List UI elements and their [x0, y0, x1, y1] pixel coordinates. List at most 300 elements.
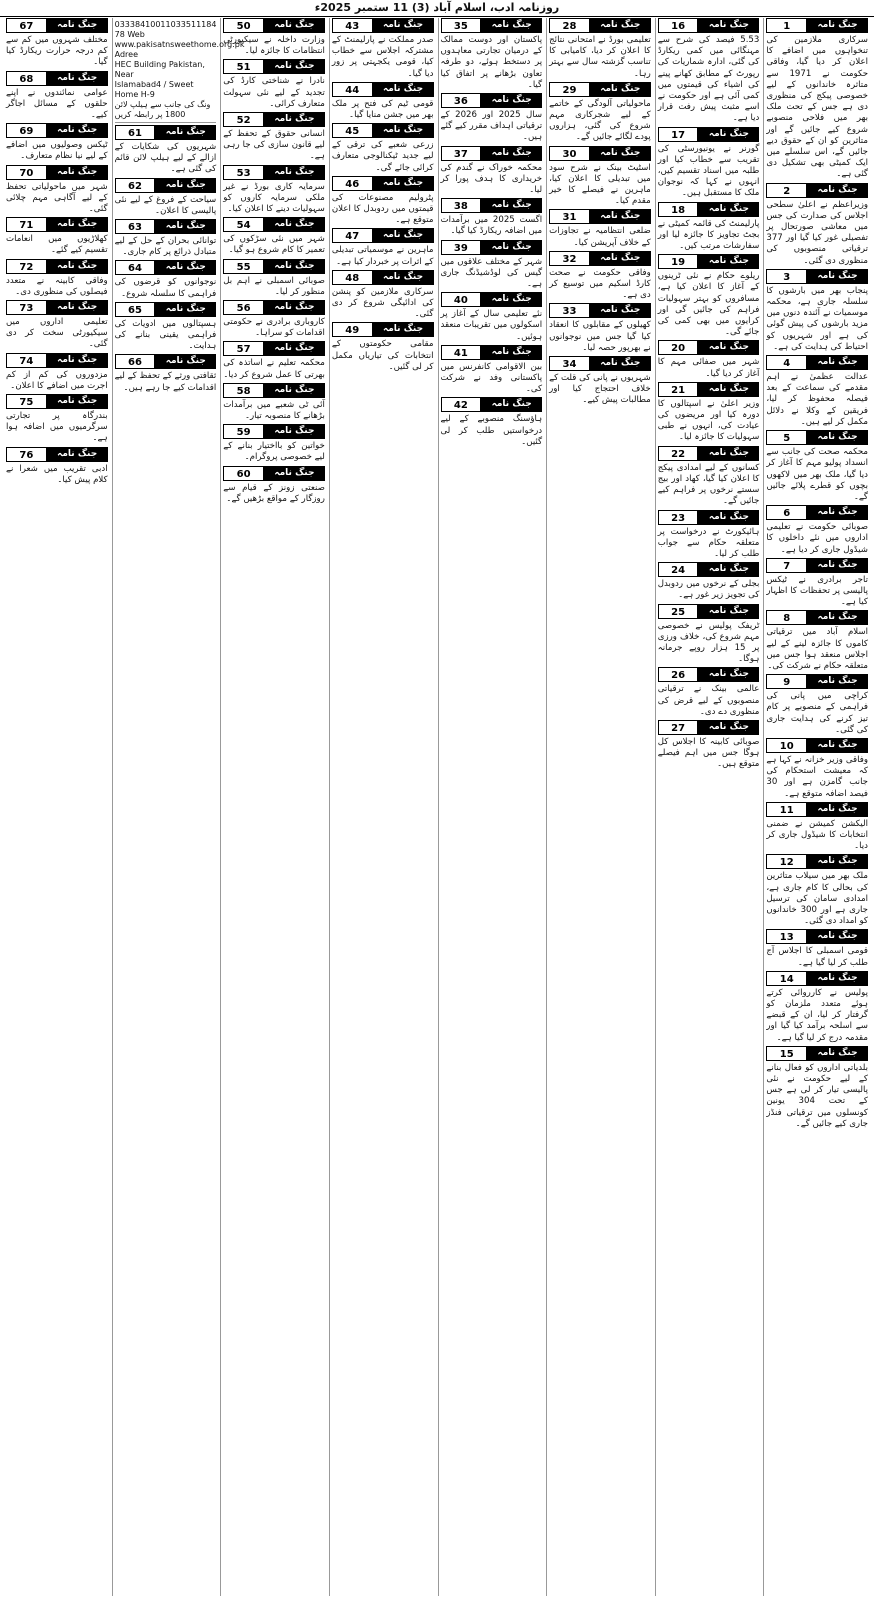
story-header	[115, 125, 217, 140]
story-text: ماحولیاتی آلودگی کے خاتمے کے لیے شجرکاری مہم شروع کی گئی، ہزاروں پودے لگائے جائیں گے۔	[549, 98, 651, 143]
news-story	[6, 123, 108, 162]
story-category-label: جنگ نامہ	[47, 18, 108, 33]
news-story	[766, 1046, 868, 1130]
news-story	[6, 300, 108, 351]
story-category-label: جنگ نامہ	[698, 254, 759, 269]
story-category-label: جنگ نامہ	[481, 146, 542, 161]
story-category-label: جنگ نامہ	[807, 18, 868, 33]
story-number: 49	[332, 322, 373, 337]
news-story	[6, 165, 108, 216]
story-category-label: جنگ نامہ	[47, 123, 108, 138]
news-story	[658, 127, 760, 200]
story-header	[658, 382, 760, 397]
story-number: 32	[549, 251, 590, 266]
story-text: کسانوں کے لیے امدادی پیکج کا اعلان کیا گیا، کھاد اور بیج سستے نرخوں پر فراہم کیے جائیں گے۔	[657, 462, 760, 507]
news-story	[441, 345, 543, 396]
story-header	[549, 356, 651, 371]
story-number: 38	[441, 198, 482, 213]
story-category-label: جنگ نامہ	[807, 854, 868, 869]
story-category-label: جنگ نامہ	[264, 466, 325, 481]
story-number: 43	[332, 18, 373, 33]
news-story	[766, 929, 868, 968]
story-number: 71	[6, 217, 47, 232]
story-category-label: جنگ نامہ	[373, 176, 434, 191]
story-number: 9	[766, 674, 807, 689]
story-header	[115, 302, 217, 317]
story-category-label: جنگ نامہ	[698, 604, 759, 619]
news-story	[441, 292, 543, 343]
story-text: وزارت داخلہ نے سیکیورٹی انتظامات کا جائزہ لیا۔	[223, 35, 325, 57]
story-text: صدر مملکت نے پارلیمنٹ کے مشترکہ اجلاس سے خطاب کیا، قومی یکجہتی پر زور دیا گیا۔	[331, 35, 434, 79]
story-text: نادرا نے شناختی کارڈ کی تجدید کے لیے نئی سہولت متعارف کرائی۔	[223, 76, 325, 109]
story-header	[332, 18, 434, 33]
story-category-label: جنگ نامہ	[47, 71, 108, 86]
news-story	[658, 720, 760, 771]
story-number: 46	[332, 176, 373, 191]
story-text: وفاقی حکومت نے صحت کارڈ اسکیم میں توسیع کر دی ہے۔	[549, 267, 651, 301]
story-header	[441, 146, 543, 161]
story-text: کاروباری برادری نے حکومتی اقدامات کو سراہا۔	[223, 317, 325, 339]
story-category-label: جنگ نامہ	[264, 112, 325, 127]
story-header	[6, 259, 108, 274]
story-text: سیاحت کے فروغ کے لیے نئی پالیسی کا اعلان۔	[114, 194, 217, 216]
story-header	[6, 165, 108, 180]
story-text: الیکشن کمیشن نے ضمنی انتخابات کا شیڈول جاری کر دیا۔	[766, 818, 868, 852]
news-story	[223, 165, 325, 216]
news-column	[546, 18, 653, 1596]
news-story	[115, 219, 217, 258]
story-text: ادبی تقریب میں شعرا نے کلام پیش کیا۔	[6, 463, 108, 485]
story-number: 35	[441, 18, 482, 33]
story-header	[766, 183, 868, 198]
story-category-label: جنگ نامہ	[481, 292, 542, 307]
news-story	[6, 353, 108, 392]
story-category-label: جنگ نامہ	[807, 674, 868, 689]
news-story	[332, 270, 434, 321]
story-number: 22	[658, 446, 699, 461]
story-header	[441, 240, 543, 255]
story-header	[223, 59, 325, 74]
story-text: اگست 2025 میں برآمدات میں اضافہ ریکارڈ کیا گیا۔	[440, 215, 543, 237]
story-number: 36	[441, 93, 482, 108]
story-header	[6, 300, 108, 315]
news-column	[220, 18, 327, 1596]
story-category-label: جنگ نامہ	[807, 558, 868, 573]
story-number: 70	[6, 165, 47, 180]
story-text: پاکستان اور دوست ممالک کے درمیان تجارتی معاہدوں پر دستخط ہوئے، دو طرفہ تعاون بڑھانے پر اتفاق کیا گیا۔	[440, 35, 543, 90]
news-story	[6, 259, 108, 298]
story-header	[658, 254, 760, 269]
story-number: 51	[223, 59, 264, 74]
story-header	[332, 228, 434, 243]
story-header	[549, 303, 651, 318]
story-number: 61	[115, 125, 156, 140]
story-number: 20	[658, 340, 699, 355]
story-number: 45	[332, 123, 373, 138]
story-number: 39	[441, 240, 482, 255]
story-text: ماہرین نے موسمیاتی تبدیلی کے اثرات پر خبردار کیا ہے۔	[331, 245, 434, 267]
story-number: 2	[766, 183, 807, 198]
story-category-label: جنگ نامہ	[698, 18, 759, 33]
story-number: 5	[766, 430, 807, 445]
story-header	[549, 146, 651, 161]
story-header	[658, 562, 760, 577]
news-story	[223, 341, 325, 380]
story-number: 28	[549, 18, 590, 33]
story-header	[332, 123, 434, 138]
story-text: وزیراعظم نے اعلیٰ سطحی اجلاس کی صدارت کی جس میں معاشی صورتحال پر تفصیلی غور کیا گیا اور 377 ترقیاتی منصوبوں کی منظوری دی گئی۔	[766, 199, 868, 266]
story-number: 12	[766, 854, 807, 869]
story-number: 72	[6, 259, 47, 274]
story-text: تعلیمی اداروں میں سیکیورٹی سخت کر دی گئی۔	[6, 317, 108, 350]
story-category-label: جنگ نامہ	[373, 18, 434, 33]
story-text: وفاقی وزیر خزانہ نے کہا ہے کہ معیشت استحکام کی جانب گامزن ہے اور 30 فیصد اضافہ متوقع ہے۔	[766, 754, 868, 799]
story-category-label: جنگ نامہ	[590, 146, 651, 161]
story-number: 52	[223, 112, 264, 127]
story-category-label: جنگ نامہ	[698, 720, 759, 735]
story-header	[223, 466, 325, 481]
story-header	[766, 558, 868, 573]
story-number: 13	[766, 929, 807, 944]
story-number: 30	[549, 146, 590, 161]
story-category-label: جنگ نامہ	[698, 127, 759, 142]
story-number: 7	[766, 558, 807, 573]
story-header	[223, 18, 325, 33]
story-number: 62	[115, 178, 156, 193]
story-header	[766, 1046, 868, 1061]
story-category-label: جنگ نامہ	[698, 667, 759, 682]
story-number: 59	[223, 424, 264, 439]
story-text: ہاؤسنگ منصوبے کے لیے درخواستیں طلب کر لی گئیں۔	[440, 414, 543, 447]
story-header	[766, 430, 868, 445]
news-story	[223, 466, 325, 505]
story-category-label: جنگ نامہ	[481, 345, 542, 360]
story-number: 41	[441, 345, 482, 360]
news-story	[658, 667, 760, 718]
story-number: 60	[223, 466, 264, 481]
news-story	[332, 322, 434, 373]
story-text: مختلف شہروں میں کم سے کم درجہ حرارت ریکارڈ کیا گیا۔	[6, 35, 108, 68]
news-story	[441, 397, 543, 448]
story-text: ٹریفک پولیس نے خصوصی مہم شروع کی، خلاف ورزی پر 15 ہزار روپے جرمانہ ہوگا۔	[657, 620, 760, 665]
news-story	[223, 18, 325, 57]
ad-line: ونگ کی جانب سے ہیلپ لائن 1800 پر رابطہ کریں	[114, 100, 211, 119]
news-story	[332, 82, 434, 121]
story-number: 76	[6, 447, 47, 462]
story-text: گورنر نے یونیورسٹی کی تقریب سے خطاب کیا اور طلبہ میں اسناد تقسیم کیں، انہوں نے کہا کہ نوجوان ملک کا مستقبل ہیں۔	[657, 143, 760, 199]
news-story	[549, 18, 651, 80]
story-header	[766, 505, 868, 520]
story-number: 58	[223, 383, 264, 398]
news-story	[658, 510, 760, 561]
story-header	[549, 251, 651, 266]
story-text: وزیر اعلیٰ نے اسپتالوں کا دورہ کیا اور مریضوں کی عیادت کی، انہوں نے طبی سہولیات کا جائزہ لیا۔	[657, 398, 760, 443]
story-text: توانائی بحران کے حل کے لیے متبادل ذرائع پر کام جاری۔	[114, 236, 217, 258]
news-story	[115, 260, 217, 299]
news-column	[329, 18, 436, 1596]
story-header	[6, 394, 108, 409]
story-header	[223, 112, 325, 127]
story-number: 4	[766, 355, 807, 370]
story-number: 64	[115, 260, 156, 275]
story-category-label: جنگ نامہ	[481, 93, 542, 108]
story-number: 53	[223, 165, 264, 180]
story-category-label: جنگ نامہ	[481, 397, 542, 412]
story-header	[441, 18, 543, 33]
story-header	[766, 971, 868, 986]
news-story	[766, 269, 868, 353]
news-story	[766, 505, 868, 556]
story-category-label: جنگ نامہ	[264, 383, 325, 398]
story-category-label: جنگ نامہ	[155, 354, 216, 369]
story-header	[441, 292, 543, 307]
story-text: کھیلوں کے مقابلوں کا انعقاد کیا گیا جس میں نوجوانوں نے بھرپور حصہ لیا۔	[549, 320, 651, 353]
story-text: ہائیکورٹ نے درخواست پر متعلقہ حکام سے جواب طلب کر لیا۔	[657, 526, 760, 559]
ad-line: HEC Building Pakistan, Near	[114, 60, 205, 79]
story-text: نوجوانوں کو قرضوں کی فراہمی کا سلسلہ شروع۔	[114, 277, 217, 299]
story-text: 5.53 فیصد کی شرح سے مہنگائی میں کمی ریکارڈ کی گئی، ادارہ شماریات کی رپورٹ کے مطابق کھانے پینے کی اشیاء کی قیمتوں میں کمی آئی ہے اور حکومت نے اسے مثبت پیش رفت قرار دیا ہے۔	[657, 35, 760, 124]
story-text: ملک بھر میں سیلاب متاثرین کی بحالی کا کام جاری ہے، امدادی سامان کی ترسیل جاری ہے اور 300 خاندانوں کو امداد دی گئی۔	[766, 871, 868, 927]
story-number: 26	[658, 667, 699, 682]
story-text: تاجر برادری نے ٹیکس پالیسی پر تحفظات کا اظہار کیا ہے۔	[766, 574, 868, 608]
story-text: زرعی شعبے کی ترقی کے لیے جدید ٹیکنالوجی متعارف کرائی جائے گی۔	[331, 140, 434, 173]
story-category-label: جنگ نامہ	[590, 18, 651, 33]
story-number: 10	[766, 738, 807, 753]
news-story	[766, 802, 868, 853]
story-category-label: جنگ نامہ	[807, 430, 868, 445]
news-story	[658, 18, 760, 125]
story-text: وفاقی کابینہ نے متعدد فیصلوں کی منظوری دی۔	[6, 275, 108, 297]
story-number: 40	[441, 292, 482, 307]
story-category-label: جنگ نامہ	[698, 510, 759, 525]
news-story	[766, 854, 868, 927]
news-story	[549, 82, 651, 144]
story-category-label: جنگ نامہ	[155, 178, 216, 193]
story-number: 73	[6, 300, 47, 315]
story-category-label: جنگ نامہ	[47, 394, 108, 409]
story-text: شہریوں نے پانی کی قلت کے خلاف احتجاج کیا اور مطالبات پیش کیے۔	[549, 373, 651, 406]
story-header	[332, 270, 434, 285]
story-category-label: جنگ نامہ	[47, 447, 108, 462]
story-header	[6, 447, 108, 462]
story-text: ٹیکس وصولیوں میں اضافے کے لیے نیا نظام متعارف۔	[6, 140, 108, 162]
story-number: 54	[223, 217, 264, 232]
story-number: 37	[441, 146, 482, 161]
story-header	[766, 738, 868, 753]
story-text: صنعتی زونز کے قیام سے روزگار کے مواقع بڑھیں گے۔	[223, 482, 325, 504]
story-header	[115, 260, 217, 275]
news-story	[766, 558, 868, 609]
news-story	[658, 446, 760, 508]
story-category-label: جنگ نامہ	[698, 382, 759, 397]
news-story	[441, 198, 543, 237]
story-text: کراچی میں پانی کی فراہمی کے منصوبے پر کام تیز کرنے کی ہدایت جاری کی گئی۔	[766, 691, 868, 735]
news-story	[766, 674, 868, 736]
news-story	[766, 971, 868, 1044]
story-text: بجلی کے نرخوں میں ردوبدل کی تجویز زیر غور ہے۔	[657, 579, 760, 601]
story-number: 19	[658, 254, 699, 269]
story-category-label: جنگ نامہ	[47, 300, 108, 315]
story-category-label: جنگ نامہ	[807, 802, 868, 817]
story-category-label: جنگ نامہ	[807, 971, 868, 986]
story-category-label: جنگ نامہ	[264, 217, 325, 232]
story-header	[441, 93, 543, 108]
story-text: شہریوں کی شکایات کے ازالے کے لیے ہیلپ لائن قائم کی گئی ہے۔	[114, 142, 217, 175]
story-number: 67	[6, 18, 47, 33]
news-story	[115, 178, 217, 217]
story-category-label: جنگ نامہ	[373, 228, 434, 243]
story-category-label: جنگ نامہ	[481, 18, 542, 33]
news-story	[549, 303, 651, 354]
story-category-label: جنگ نامہ	[47, 259, 108, 274]
news-story	[6, 217, 108, 256]
story-header	[223, 341, 325, 356]
story-text: ریلوے حکام نے نئی ٹرینوں کے آغاز کا اعلان کیا ہے، مسافروں کو بہتر سہولیات فراہم کی جائیں گی اور کرایوں میں بھی کمی کی جائے گی۔	[657, 271, 760, 338]
story-number: 47	[332, 228, 373, 243]
news-story	[549, 209, 651, 248]
story-header	[658, 604, 760, 619]
story-category-label: جنگ نامہ	[155, 125, 216, 140]
news-story	[332, 176, 434, 227]
story-text: شہر میں صفائی مہم کا آغاز کر دیا گیا۔	[657, 357, 760, 379]
story-number: 31	[549, 209, 590, 224]
story-category-label: جنگ نامہ	[590, 82, 651, 97]
story-number: 44	[332, 82, 373, 97]
story-text: محکمہ صحت کی جانب سے انسداد پولیو مہم کا آغاز کر دیا گیا، ملک بھر میں لاکھوں بچوں کو قطرے پلائے جائیں گے۔	[766, 447, 868, 502]
story-number: 50	[223, 18, 264, 33]
story-category-label: جنگ نامہ	[698, 202, 759, 217]
news-column	[4, 18, 110, 1596]
story-number: 42	[441, 397, 482, 412]
story-number: 24	[658, 562, 699, 577]
story-category-label: جنگ نامہ	[807, 505, 868, 520]
story-header	[658, 202, 760, 217]
story-text: صوبائی اسمبلی نے اہم بل منظور کر لیا۔	[223, 275, 325, 297]
news-story	[223, 112, 325, 163]
story-number: 34	[549, 356, 590, 371]
story-text: خواتین کو بااختیار بنانے کے لیے خصوصی پروگرام۔	[223, 441, 325, 463]
story-header	[766, 854, 868, 869]
story-number: 27	[658, 720, 699, 735]
story-header	[766, 18, 868, 33]
story-category-label: جنگ نامہ	[590, 251, 651, 266]
news-column	[763, 18, 870, 1596]
story-text: سرکاری ملازمین کی تنخواہوں میں اضافے کا اعلان کر دیا گیا، وفاقی حکومت نے 1971 سے متاثرہ خاندانوں کے لیے خصوصی پیکج کی منظوری دی ہے جس کے تحت ملک بھر میں فلاحی منصوبے شروع کیے جائیں گے اور متاثرین کو ان کے حقوق دیے جائیں گے، اس سلسلے میں ایک کمیٹی بھی تشکیل دی گئی ہے۔	[766, 35, 869, 180]
story-text: عدالت عظمیٰ نے اہم مقدمے کی سماعت کے بعد فیصلہ محفوظ کر لیا، فریقین کے وکلا نے دلائل مکمل کر لیے ہیں۔	[766, 372, 868, 427]
story-category-label: جنگ نامہ	[373, 82, 434, 97]
news-story	[441, 93, 543, 144]
story-header	[6, 71, 108, 86]
story-text: بندرگاہ پر تجارتی سرگرمیوں میں اضافہ ہوا ہے۔	[6, 411, 108, 444]
story-number: 48	[332, 270, 373, 285]
story-header	[6, 123, 108, 138]
story-number: 66	[115, 354, 156, 369]
news-story	[332, 18, 434, 80]
story-category-label: جنگ نامہ	[590, 303, 651, 318]
news-story	[223, 300, 325, 339]
story-number: 75	[6, 394, 47, 409]
story-number: 3	[766, 269, 807, 284]
story-category-label: جنگ نامہ	[373, 322, 434, 337]
ad-line: 03338410011033511184 78 Web	[114, 20, 217, 39]
story-text: بین الاقوامی کانفرنس میں پاکستانی وفد نے شرکت کی۔	[440, 361, 543, 395]
story-text: پٹرولیم مصنوعات کی قیمتوں میں ردوبدل کا اعلان متوقع ہے۔	[331, 192, 434, 226]
news-story	[223, 59, 325, 110]
story-text: صوبائی کابینہ کا اجلاس کل ہوگا جس میں اہم فیصلے متوقع ہیں۔	[657, 736, 760, 770]
news-story	[766, 183, 868, 267]
story-number: 29	[549, 82, 590, 97]
story-category-label: جنگ نامہ	[807, 355, 868, 370]
news-story	[766, 738, 868, 800]
story-number: 14	[766, 971, 807, 986]
story-category-label: جنگ نامہ	[590, 209, 651, 224]
story-text: محکمہ خوراک نے گندم کی خریداری کا ہدف پورا کر لیا۔	[440, 162, 543, 196]
news-story	[766, 430, 868, 503]
story-text: سال 2025 اور 2026 کے ترقیاتی اہداف مقرر کیے گئے ہیں۔	[440, 110, 543, 143]
story-header	[223, 300, 325, 315]
story-number: 16	[658, 18, 699, 33]
news-story	[223, 259, 325, 298]
story-header	[441, 198, 543, 213]
story-text: پولیس نے کارروائی کرتے ہوئے متعدد ملزمان کو گرفتار کر لیا، ان کے قبضے سے اسلحہ برآمد کیا گیا اور مقدمہ درج کر لیا گیا ہے۔	[766, 987, 868, 1043]
story-category-label: جنگ نامہ	[481, 240, 542, 255]
story-text: تعلیمی بورڈ نے امتحانی نتائج کا اعلان کر دیا، کامیابی کا تناسب گزشتہ سال سے بہتر رہا۔	[549, 35, 651, 79]
story-header	[658, 667, 760, 682]
news-story	[658, 202, 760, 253]
story-number: 25	[658, 604, 699, 619]
story-number: 15	[766, 1046, 807, 1061]
story-text: اسلام آباد میں ترقیاتی کاموں کا جائزہ لینے کے لیے اجلاس منعقد ہوا جس میں متعلقہ حکام نے شرکت کی۔	[766, 627, 868, 671]
story-number: 69	[6, 123, 47, 138]
story-header	[766, 674, 868, 689]
story-header	[658, 510, 760, 525]
story-text: مزدوروں کی کم از کم اجرت میں اضافے کا اعلان۔	[6, 369, 108, 391]
story-text: ہسپتالوں میں ادویات کی فراہمی یقینی بنانے کی ہدایت۔	[114, 318, 217, 352]
news-story	[223, 383, 325, 422]
news-column	[438, 18, 545, 1596]
story-text: سرمایہ کاری بورڈ نے غیر ملکی سرمایہ کاروں کو سہولیات دینے کا اعلان کیا۔	[223, 181, 325, 215]
story-header	[766, 269, 868, 284]
ad-line: Islamabad4 / Sweet Home H-9	[114, 80, 194, 99]
story-text: شہر میں ماحولیاتی تحفظ کے لیے آگاہی مہم چلائی گئی۔	[6, 181, 108, 215]
story-header	[6, 18, 108, 33]
story-number: 74	[6, 353, 47, 368]
story-text: مقامی حکومتوں کے انتخابات کی تیاریاں مکمل کر لی گئیں۔	[331, 339, 434, 372]
story-category-label: جنگ نامہ	[698, 340, 759, 355]
story-header	[332, 176, 434, 191]
story-number: 63	[115, 219, 156, 234]
story-text: ضلعی انتظامیہ نے تجاوزات کے خلاف آپریشن کیا۔	[549, 226, 651, 248]
story-text: صوبائی حکومت نے تعلیمی اداروں میں نئے داخلوں کا شیڈول جاری کر دیا ہے۔	[766, 522, 868, 555]
story-header	[766, 610, 868, 625]
story-header	[223, 424, 325, 439]
news-story	[115, 354, 217, 393]
news-story	[115, 125, 217, 176]
story-header	[115, 219, 217, 234]
story-header	[549, 18, 651, 33]
story-header	[441, 345, 543, 360]
story-number: 8	[766, 610, 807, 625]
story-header	[441, 397, 543, 412]
story-text: محکمہ تعلیم نے اساتذہ کی بھرتی کا عمل شروع کر دیا۔	[223, 358, 325, 380]
story-number: 17	[658, 127, 699, 142]
news-story	[549, 146, 651, 208]
story-category-label: جنگ نامہ	[47, 165, 108, 180]
story-header	[223, 259, 325, 274]
story-category-label: جنگ نامہ	[807, 269, 868, 284]
story-category-label: جنگ نامہ	[47, 217, 108, 232]
story-category-label: جنگ نامہ	[807, 738, 868, 753]
